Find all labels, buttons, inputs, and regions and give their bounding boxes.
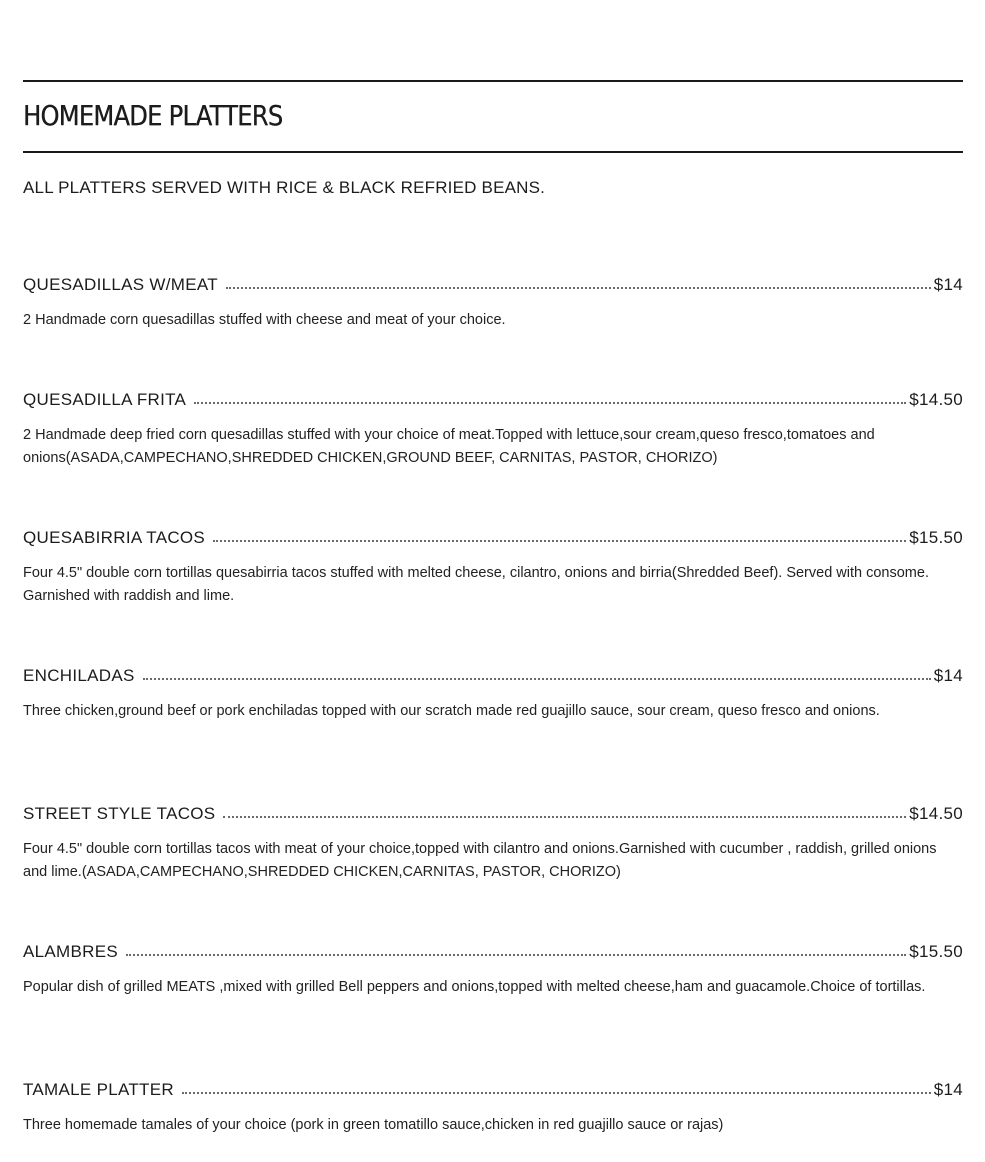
- menu-item-description: 2 Handmade deep fried corn quesadillas stuffed with your choice of meat.Topped with lettuce,sour cream,queso fresco,tomatoes and onions(ASADA,CAMPECHANO,SHREDDED CHICKEN,GROUND BEEF, CARNITAS, PASTOR, CHORIZO): [23, 427, 875, 466]
- menu-item-description: Three chicken,ground beef or pork enchiladas topped with our scratch made red guajillo sauce, sour cream, queso fresco and onions.: [23, 703, 880, 719]
- menu-item-price: $14: [933, 666, 963, 685]
- menu-item-description: Three homemade tamales of your choice (pork in green tomatillo sauce,chicken in red guajillo sauce or rajas): [23, 1117, 724, 1133]
- menu-item-header: [23, 388, 963, 412]
- menu-item-header: [23, 526, 963, 550]
- menu-item-description: 2 Handmade corn quesadillas stuffed with cheese and meat of your choice.: [23, 312, 506, 328]
- dot-leader: [143, 674, 931, 680]
- menu-item-description: Popular dish of grilled MEATS ,mixed with grilled Bell peppers and onions,topped with melted cheese,ham and guacamole.Choice of tortillas.: [23, 979, 926, 995]
- menu-item-header: [23, 802, 963, 826]
- dot-leader: [213, 536, 906, 542]
- dot-leader: [223, 812, 906, 818]
- menu-item-name: ALAMBRES: [23, 942, 118, 961]
- menu-item-name: TAMALE PLATTER: [23, 1080, 174, 1099]
- menu-item-name: ENCHILADAS: [23, 666, 135, 685]
- menu-item: [23, 664, 963, 723]
- dot-leader: [126, 950, 906, 956]
- menu-item-price: $15.50: [909, 528, 963, 547]
- menu-item-price: $14.50: [909, 390, 963, 409]
- menu-item-description: Four 4.5" double corn tortillas tacos with meat of your choice,topped with cilantro and onions.Garnished with cucumber , raddish, grilled onions and lime.(ASADA,CAMPECHANO,SHREDDED CHICKEN,CARNITAS, PASTOR, CHORIZO): [23, 841, 937, 880]
- menu-item-name: QUESABIRRIA TACOS: [23, 528, 206, 547]
- section-bottom-divider: [23, 151, 963, 153]
- menu-item-price: $14: [933, 1080, 963, 1099]
- section-title: HOMEMADE PLATTERS: [23, 99, 283, 132]
- menu-item-name: QUESADILLA FRITA: [23, 390, 187, 409]
- menu-item-header: [23, 1078, 963, 1102]
- menu-item-name: STREET STYLE TACOS: [23, 804, 216, 823]
- menu-item-price: $15.50: [909, 942, 963, 961]
- menu-item: [23, 802, 963, 884]
- menu-item: [23, 1078, 963, 1137]
- menu-item: [23, 388, 963, 470]
- menu-item-price: $14.50: [909, 804, 963, 823]
- section-top-divider: [23, 80, 963, 82]
- menu-item-name: QUESADILLAS W/MEAT: [23, 275, 218, 294]
- menu-item: [23, 526, 963, 608]
- menu-item: [23, 940, 963, 999]
- dot-leader: [194, 398, 906, 404]
- section-subtitle: ALL PLATTERS SERVED WITH RICE & BLACK REFRIED BEANS.: [23, 178, 546, 197]
- menu-item-description: Four 4.5" double corn tortillas quesabirria tacos stuffed with melted cheese, cilantro, onions and birria(Shredded Beef). Served with consome. Garnished with raddish and lime.: [23, 565, 929, 604]
- menu-item-header: [23, 940, 963, 964]
- menu-item-header: [23, 273, 963, 297]
- dot-leader: [182, 1088, 931, 1094]
- menu-item: [23, 273, 963, 332]
- menu-item-header: [23, 664, 963, 688]
- menu-item-price: $14: [933, 275, 963, 294]
- dot-leader: [226, 283, 931, 289]
